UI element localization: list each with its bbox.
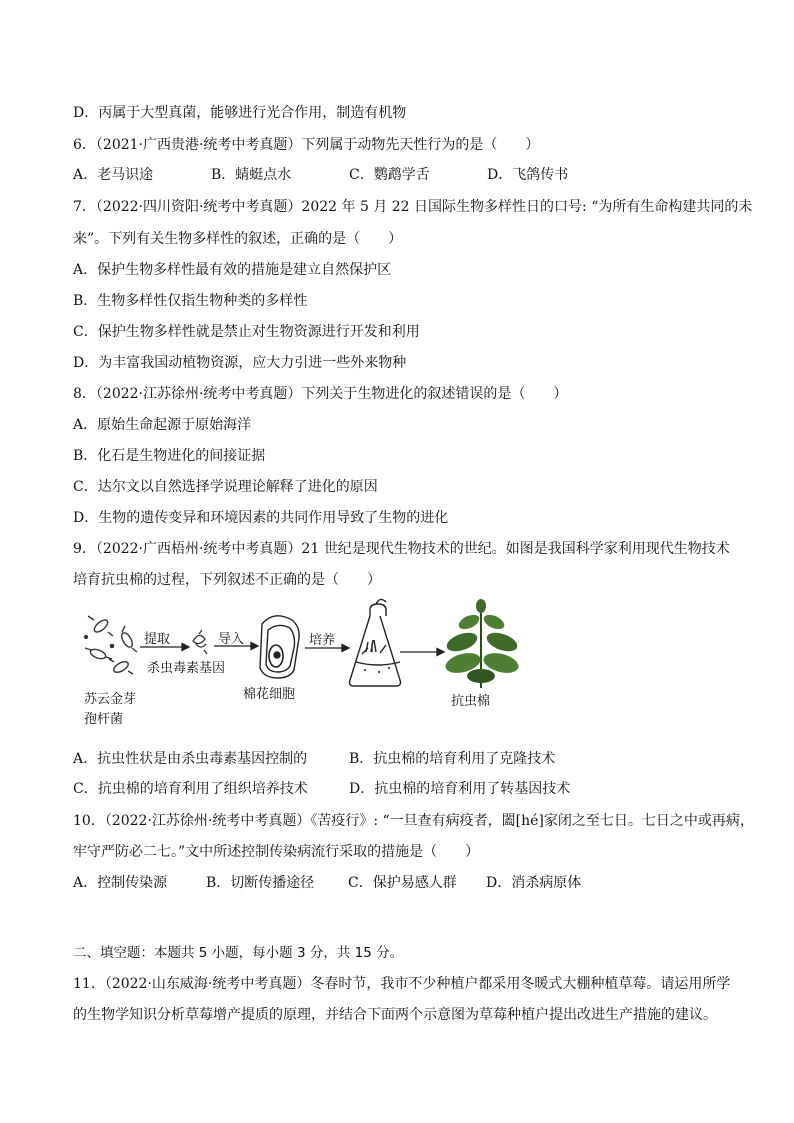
insect-resistant-cotton-icon (443, 599, 520, 688)
label-bacteria-line1: 苏云金芽 (84, 692, 137, 707)
bacteria-icon (85, 616, 137, 674)
q6-stem: 6．（2021·广西贵港·统考中考真题）下列属于动物先天性行为的是（ ） (73, 137, 540, 153)
arrow-grow-icon (400, 649, 444, 656)
q8-option-d: D．生物的遗传变异和环境因素的共同作用导致了生物的进化 (73, 510, 449, 526)
q7-stem-line1: 7．（2022·四川资阳·统考中考真题）2022 年 5 月 22 日国际生物多样性日的口号: “为所有生命构建共同的未 (73, 199, 753, 215)
q8-option-c: C．达尔文以自然选择学说理论解释了进化的原因 (73, 479, 378, 495)
q9-option-a: A．抗虫性状是由杀虫毒素基因控制的 (73, 751, 308, 767)
label-bacteria-line2: 孢杆菌 (84, 712, 124, 727)
q10-option-a: A．控制传染源 (73, 875, 168, 891)
q7-option-a: A．保护生物多样性最有效的措施是建立自然保护区 (73, 262, 392, 278)
culture-flask-icon (350, 599, 401, 686)
q6-option-b: B．蜻蜓点水 (211, 167, 292, 183)
q10-option-d: D．消杀病原体 (486, 875, 582, 891)
section-heading: 二、填空题：本题共 5 小题，每小题 3 分，共 15 分。 (73, 945, 404, 961)
q11-stem-line1: 11．（2022·山东威海·统考中考真题）冬春时节，我市不少种植户都采用冬暖式大棚种植草莓。请运用所学 (73, 976, 731, 992)
q7-stem-line2: 来”。下列有关生物多样性的叙述，正确的是（ ） (73, 231, 403, 247)
q7-option-c: C．保护生物多样性就是禁止对生物资源进行开发和利用 (73, 324, 420, 340)
q9-stem-line1: 9．（2022·广西梧州·统考中考真题）21 世纪是现代生物技术的世纪。如图是我国科学家利用现代生物技术 (73, 541, 730, 557)
label-extract: 提取 (144, 632, 171, 647)
q6-option-a: A．老马识途 (73, 167, 154, 183)
q9-option-b: B．抗虫棉的培育利用了克隆技术 (349, 751, 556, 767)
q7-option-b: B．生物多样性仅指生物种类的多样性 (73, 293, 308, 309)
q11-stem-line2: 的生物学知识分析草莓增产提质的原理，并结合下面两个示意图为草莓种植户提出改进生产措施的建议。 (73, 1007, 717, 1023)
q10-option-b: B．切断传播途径 (206, 875, 315, 891)
label-culture: 培养 (309, 633, 336, 648)
q10-stem-line2: 牢守严防必二七。”文中所述控制传染病流行采取的措施是（ ） (73, 844, 480, 860)
q8-stem: 8．（2022·江苏徐州·统考中考真题）下列关于生物进化的叙述错误的是（ ） (73, 386, 568, 402)
q9-option-d: D．抗虫棉的培育利用了转基因技术 (349, 781, 571, 797)
q9-stem-line2: 培育抗虫棉的过程，下列叙述不正确的是（ ） (73, 572, 381, 588)
q10-option-c: C．保护易感人群 (348, 875, 457, 891)
label-gene: 杀虫毒素基因 (147, 661, 226, 676)
label-cotton: 抗虫棉 (451, 694, 491, 709)
label-import: 导入 (218, 632, 245, 647)
q6-option-d: D．飞鸽传书 (487, 167, 569, 183)
gene-icon (193, 630, 207, 654)
q10-stem-line1: 10．（2022·江苏徐州·统考中考真题）《苦疫行》: “一旦查有病疫者，闔[hé]家闭之至七日。七日之中或再病， (73, 813, 754, 829)
q6-option-c: C．鹦鹉学舌 (349, 167, 430, 183)
q9-option-c: C．抗虫棉的培育利用了组织培养技术 (73, 781, 308, 797)
q8-option-a: A．原始生命起源于原始海洋 (73, 417, 252, 433)
q8-option-b: B．化石是生物进化的间接证据 (73, 448, 266, 464)
q5-option-d: D．丙属于大型真菌，能够进行光合作用，制造有机物 (73, 105, 407, 121)
q7-option-d: D．为丰富我国动植物资源，应大力引进一些外来物种 (73, 355, 407, 371)
cotton-cell-icon (260, 616, 299, 678)
label-cotton-cell: 棉花细胞 (243, 687, 296, 702)
